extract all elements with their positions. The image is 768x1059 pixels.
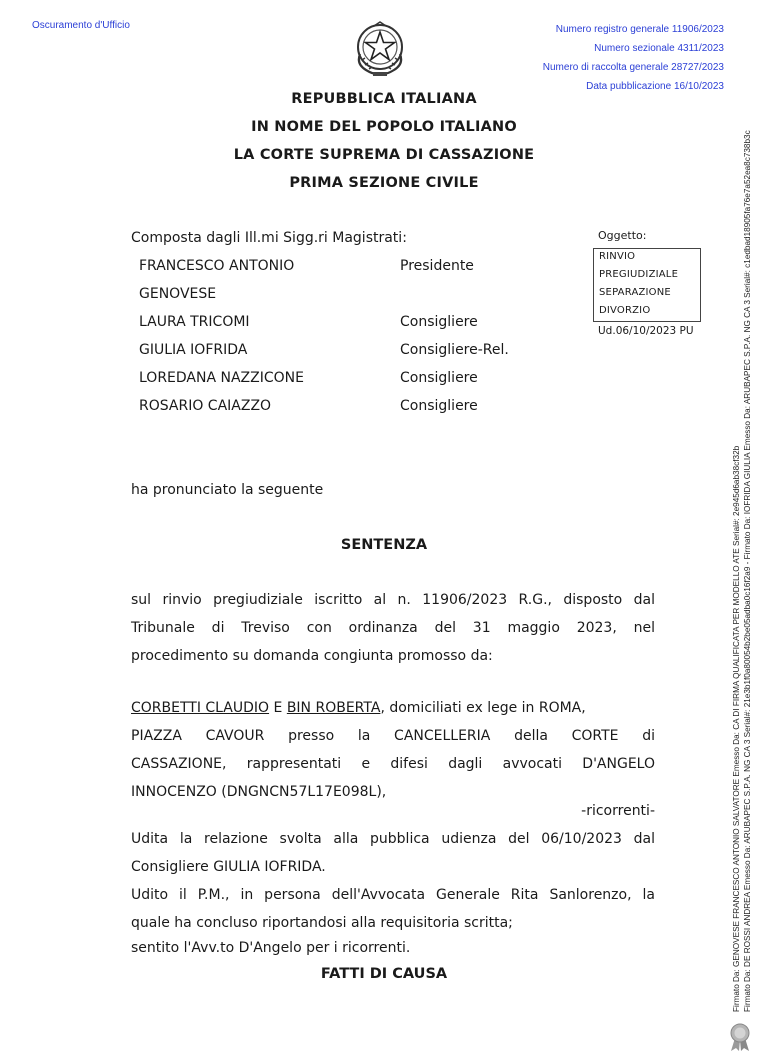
subject-line: SEPARAZIONE: [599, 287, 671, 298]
sentence-title: SENTENZA: [340, 537, 428, 553]
facts-heading: FATTI DI CAUSA: [320, 966, 448, 982]
parties-line: CASSAZIONE, rappresentati e difesi dagli avvocati D'ANGELO: [131, 756, 655, 772]
paragraph-line: Tribunale di Treviso con ordinanza del 31 maggio 2023, nel: [131, 620, 655, 636]
paragraph-line: Consigliere GIULIA IOFRIDA.: [131, 859, 326, 875]
pronounced-text: ha pronunciato la seguente: [131, 482, 324, 498]
subject-line: RINVIO: [599, 251, 636, 262]
parties-line: INNOCENZO (DNGNCN57L17E098L),: [131, 784, 387, 800]
signature-strip: Firmato Da: GENOVESE FRANCESCO ANTONIO SALVATORE Emesso Da: CA DI FIRMA QUALIFICATA PER MODELLO ATE Serial#: 2e945d6ab38cf32b: [732, 445, 741, 1012]
italian-republic-emblem-icon: [352, 20, 408, 78]
obscuring-notice: Oscuramento d'Ufficio: [32, 20, 130, 31]
party-name: CORBETTI CLAUDIO: [131, 700, 270, 716]
judge-name: LOREDANA NAZZICONE: [139, 370, 304, 386]
subject-label: Oggetto:: [598, 229, 647, 242]
judge-role: Consigliere-Rel.: [400, 342, 509, 358]
parties-line: [131, 700, 655, 716]
judge-name: ROSARIO CAIAZZO: [139, 398, 272, 414]
paragraph-line: Udita la relazione svolta alla pubblica udienza del 06/10/2023 dal: [131, 831, 655, 847]
header-republic: REPUBBLICA ITALIANA: [291, 91, 477, 107]
subject-box: [593, 248, 701, 322]
paragraph-line: quale ha concluso riportandosi alla requisitoria scritta;: [131, 915, 513, 931]
hearing-date: Ud.06/10/2023 PU: [598, 325, 694, 337]
publication-date: Data pubblicazione 16/10/2023: [586, 81, 724, 92]
party-name: BIN ROBERTA: [286, 700, 381, 716]
header-court: LA CORTE SUPREMA DI CASSAZIONE: [233, 147, 535, 163]
paragraph-line: procedimento su domanda congiunta promosso da:: [131, 648, 493, 664]
registry-general-number: Numero registro generale 11906/2023: [555, 24, 724, 35]
header-section: PRIMA SEZIONE CIVILE: [289, 175, 479, 191]
applicants-label: -ricorrenti-: [581, 803, 655, 819]
paragraph-line: Udito il P.M., in persona dell'Avvocata Generale Rita Sanlorenzo, la: [131, 887, 655, 903]
ribbon-seal-icon: [727, 1022, 753, 1052]
judge-name: FRANCESCO ANTONIO: [139, 258, 295, 274]
paragraph-line: sentito l'Avv.to D'Angelo per i ricorrenti.: [131, 940, 411, 956]
panel-intro: Composta dagli Ill.mi Sigg.ri Magistrati:: [131, 230, 407, 246]
judge-name: LAURA TRICOMI: [139, 314, 250, 330]
paragraph-line: sul rinvio pregiudiziale iscritto al n. 11906/2023 R.G., disposto dal: [131, 592, 655, 608]
party-conjunction: E: [273, 700, 283, 716]
judge-role: Consigliere: [400, 314, 478, 330]
judge-name: GENOVESE: [139, 286, 217, 302]
registry-info: [543, 20, 724, 96]
signature-strip: Firmato Da: DE ROSSI ANDREA Emesso Da: ARUBAPEC S.P.A. NG CA 3 Serial#: 21e3b1f0a80054b2be05adba0c16f2a9 - Firmato Da: IOFRIDA GIULIA Emesso Da: ARUBAPEC S.P.A. NG CA 3 Serial#: c1edbad18905fa76e7a52ea8c738b3c: [743, 130, 752, 1012]
header-people: IN NOME DEL POPOLO ITALIANO: [251, 119, 517, 135]
judge-role: Consigliere: [400, 370, 478, 386]
judge-role: Consigliere: [400, 398, 478, 414]
judge-role: Presidente: [400, 258, 474, 274]
registry-collection-number: Numero di raccolta generale 28727/2023: [542, 62, 724, 73]
subject-line: DIVORZIO: [599, 305, 651, 316]
parties-line: PIAZZA CAVOUR presso la CANCELLERIA della CORTE di: [131, 728, 655, 744]
subject-line: PREGIUDIZIALE: [599, 269, 679, 280]
judge-name: GIULIA IOFRIDA: [139, 342, 248, 358]
parties-domicile: , domiciliati ex lege in ROMA,: [380, 700, 586, 716]
registry-section-number: Numero sezionale 4311/2023: [594, 43, 724, 54]
